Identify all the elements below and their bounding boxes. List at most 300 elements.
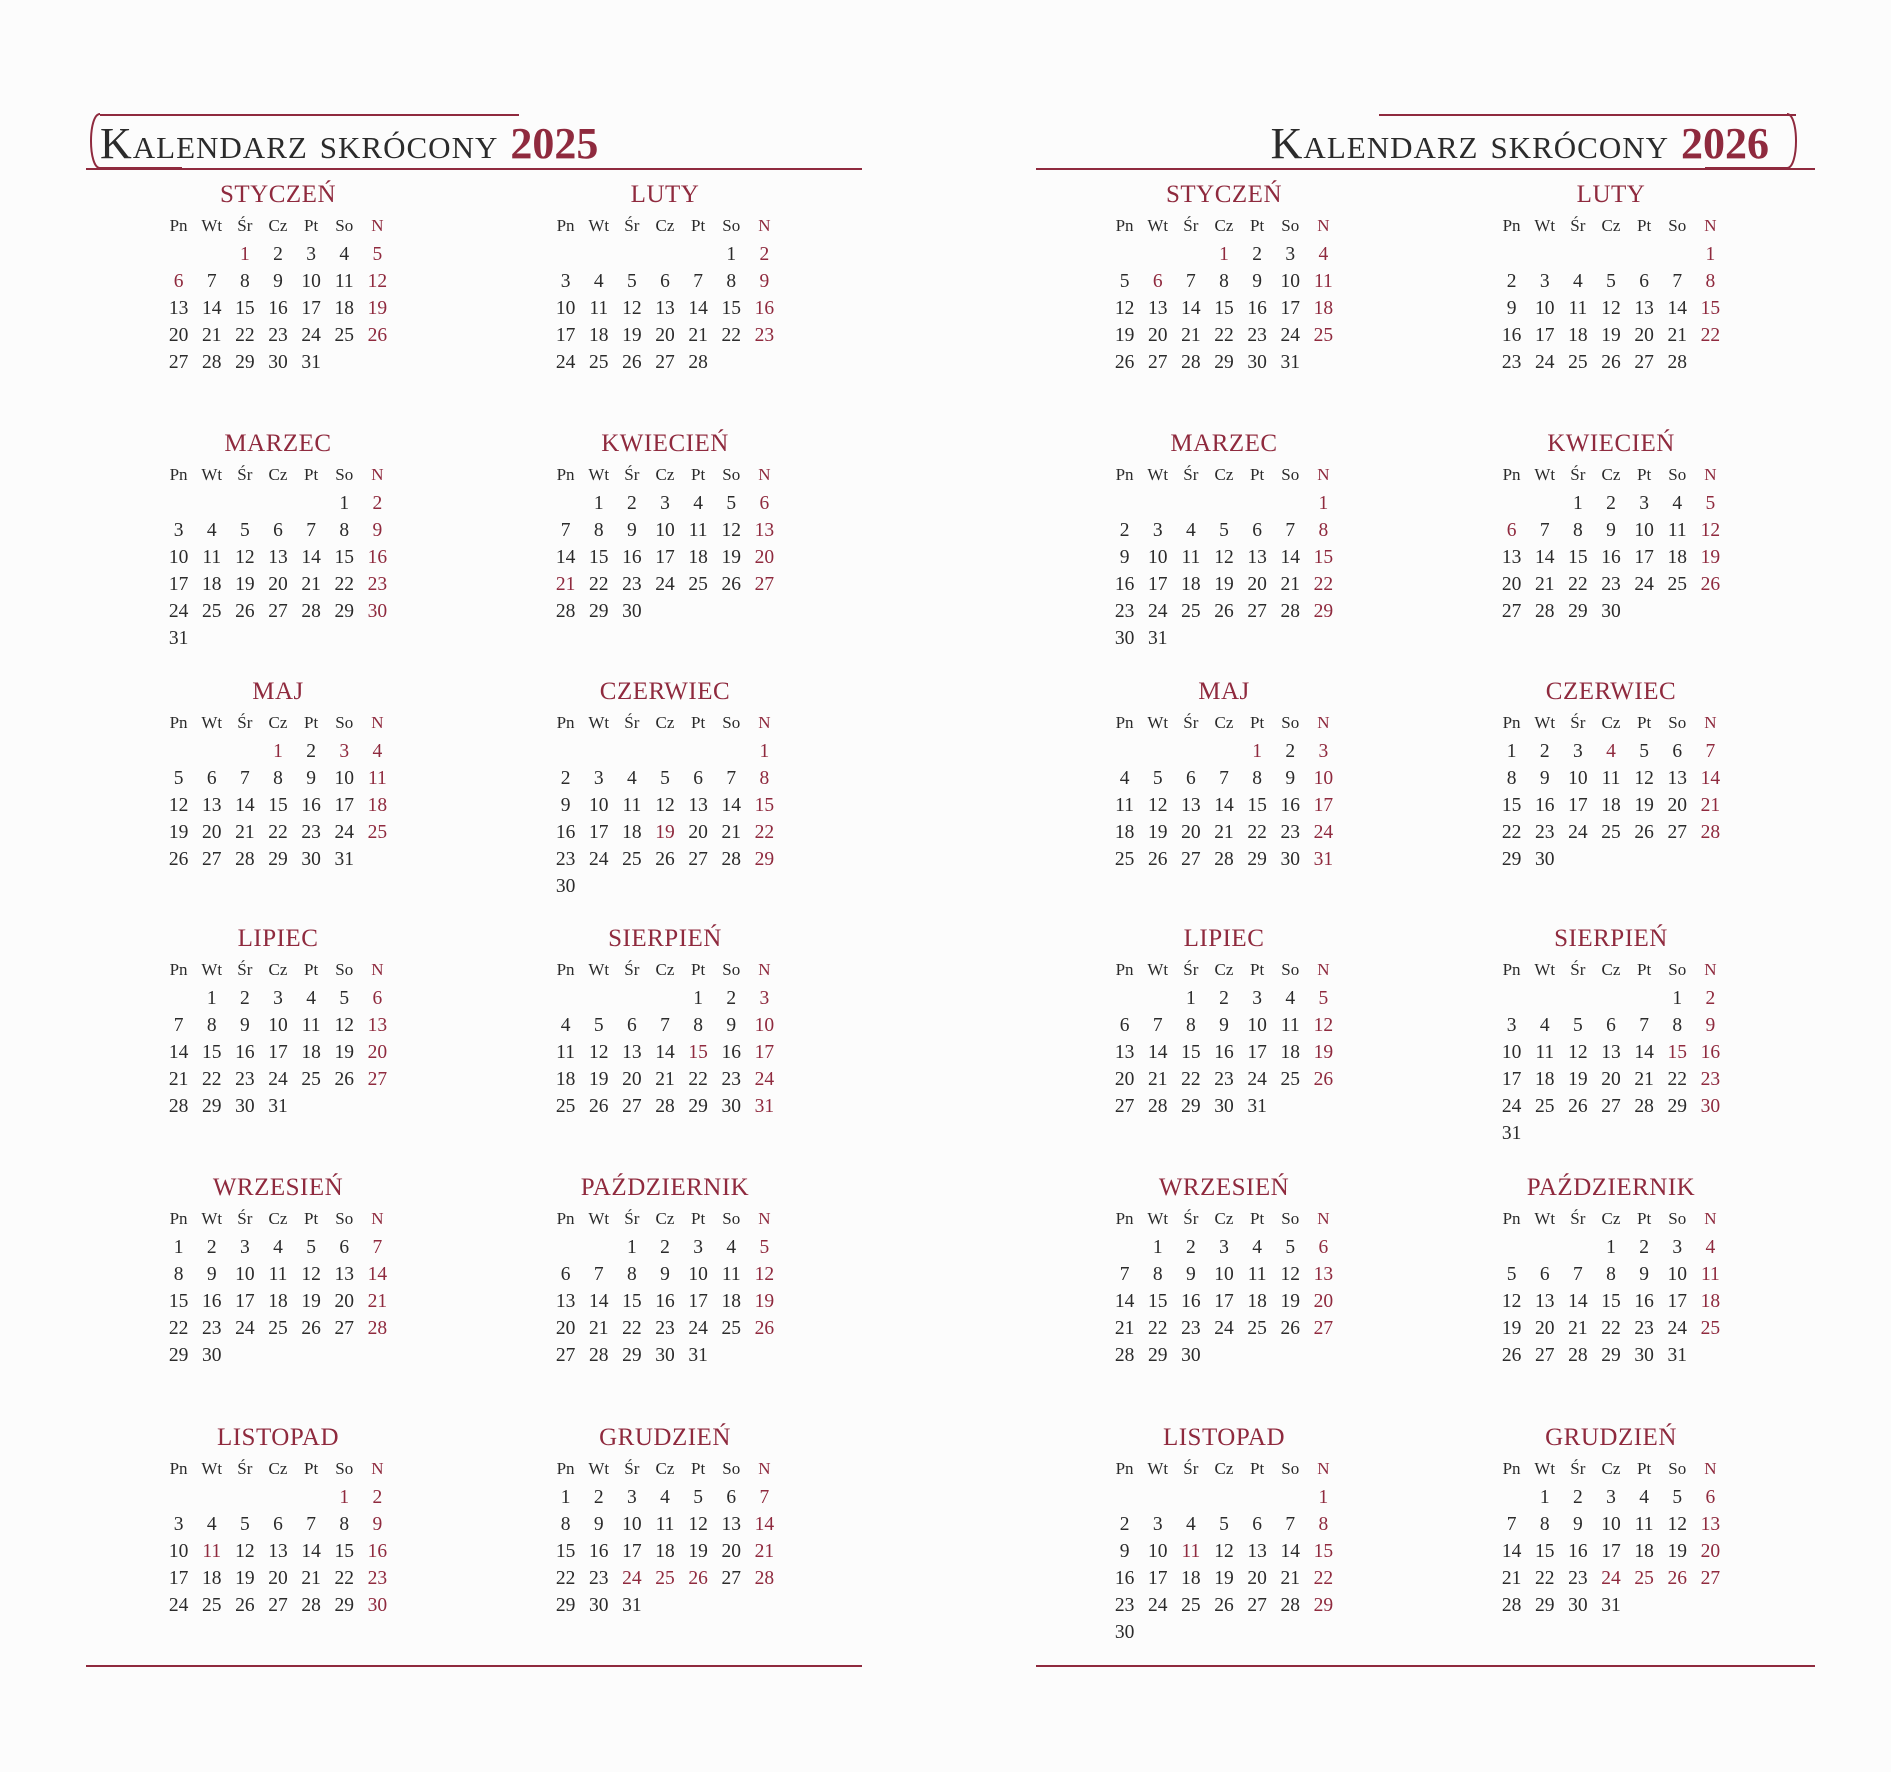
day-cell: 19 — [1147, 822, 1168, 843]
day-cell: 14 — [1667, 298, 1688, 319]
weekday-label: Wt — [201, 1459, 223, 1478]
day-cell: 15 — [1568, 547, 1588, 568]
day-cell: 2 — [759, 244, 770, 265]
day-cell: 16 — [754, 298, 775, 319]
week-row — [162, 846, 394, 873]
weekday-label: Pt — [691, 465, 706, 484]
day-cell: 16 — [1634, 1291, 1654, 1312]
day-cell: 20 — [555, 1318, 576, 1339]
empty-cell — [682, 1592, 715, 1619]
week-row — [162, 985, 394, 1012]
empty-cell — [1661, 598, 1694, 625]
day-cell: 24 — [655, 574, 675, 595]
day-cell: 13 — [655, 298, 675, 319]
week-row — [1495, 349, 1727, 376]
day-cell: 23 — [1214, 1069, 1234, 1090]
day-cell: 11 — [301, 1015, 321, 1036]
empty-cell — [1174, 490, 1207, 517]
weekday-label: Cz — [655, 216, 675, 235]
day-cell: 27 — [168, 352, 189, 373]
week-row — [549, 765, 781, 792]
day-cell: 24 — [1601, 1568, 1621, 1589]
day-cell: 30 — [1181, 1345, 1201, 1366]
day-cell: 4 — [372, 741, 383, 762]
weekday-label: Pn — [1115, 465, 1134, 484]
day-cell: 3 — [1672, 1237, 1683, 1258]
weekday-label: Pn — [1502, 1209, 1521, 1228]
day-cell: 2 — [1119, 1514, 1130, 1535]
day-cell: 11 — [1634, 1514, 1654, 1535]
empty-cell — [1207, 1619, 1240, 1646]
empty-cell — [1241, 1342, 1274, 1369]
week-row — [549, 1012, 781, 1039]
day-cell: 21 — [721, 822, 742, 843]
weekday-header-row — [1108, 708, 1340, 738]
day-cell: 5 — [1318, 988, 1329, 1009]
month-name: LIPIEC — [237, 925, 319, 952]
day-cell: 8 — [1606, 1264, 1616, 1285]
weekday-label: Cz — [655, 960, 675, 979]
month-name: WRZESIEŃ — [212, 1174, 344, 1201]
day-cell: 17 — [268, 1042, 288, 1063]
day-cell: 28 — [1634, 1096, 1654, 1117]
weekday-label: Cz — [1214, 216, 1234, 235]
day-cell: 23 — [367, 1568, 388, 1589]
day-cell: 24 — [588, 849, 609, 870]
week-row — [162, 819, 394, 846]
month-table — [549, 1204, 781, 1369]
day-cell: 6 — [660, 271, 670, 292]
weekday-label: Wt — [588, 960, 610, 979]
day-cell: 15 — [555, 1541, 576, 1562]
day-cell: 3 — [173, 1514, 184, 1535]
day-cell: 30 — [1568, 1595, 1588, 1616]
day-cell: 14 — [168, 1042, 189, 1063]
month-table — [1495, 708, 1727, 873]
day-cell: 9 — [1285, 768, 1296, 789]
week-row — [1108, 322, 1340, 349]
day-cell: 13 — [1181, 795, 1201, 816]
day-cell: 5 — [1219, 520, 1229, 541]
day-cell: 15 — [1501, 795, 1522, 816]
weekday-label: Pn — [1502, 1459, 1521, 1478]
day-cell: 28 — [721, 849, 742, 870]
day-cell: 9 — [372, 1514, 383, 1535]
month-block — [549, 1424, 781, 1619]
title-underline-rule — [86, 168, 862, 170]
day-cell: 16 — [1534, 795, 1555, 816]
weekday-label: Cz — [655, 713, 675, 732]
empty-cell — [1274, 625, 1307, 652]
day-cell: 24 — [235, 1318, 255, 1339]
empty-cell — [295, 490, 328, 517]
day-cell: 10 — [168, 1541, 189, 1562]
week-row — [1495, 544, 1727, 571]
day-cell: 19 — [235, 1568, 255, 1589]
weekday-label: Pt — [304, 1209, 319, 1228]
month-table — [162, 460, 394, 652]
day-cell: 4 — [1606, 741, 1616, 762]
day-cell: 6 — [1252, 520, 1262, 541]
day-cell: 25 — [1534, 1096, 1555, 1117]
day-cell: 19 — [367, 298, 388, 319]
empty-cell — [1528, 241, 1561, 268]
week-row — [1495, 738, 1727, 765]
day-cell: 9 — [560, 795, 571, 816]
weekday-label: Śr — [237, 216, 253, 235]
day-cell: 3 — [1318, 741, 1329, 762]
day-cell: 8 — [1252, 768, 1262, 789]
week-row — [1108, 792, 1340, 819]
weekday-label: Cz — [268, 713, 288, 732]
day-cell: 3 — [1539, 271, 1550, 292]
weekday-label: N — [1704, 960, 1717, 979]
day-cell: 20 — [688, 822, 708, 843]
empty-cell — [328, 625, 361, 652]
day-cell: 2 — [560, 768, 571, 789]
weekday-label: N — [1704, 1209, 1717, 1228]
weekday-label: So — [1281, 713, 1300, 732]
day-cell: 6 — [372, 988, 383, 1009]
empty-cell — [615, 873, 648, 900]
weekday-header-row — [162, 955, 394, 985]
empty-cell — [361, 625, 394, 652]
empty-cell — [162, 490, 195, 517]
day-cell: 2 — [1219, 988, 1229, 1009]
day-cell: 23 — [655, 1318, 675, 1339]
month-table — [1108, 211, 1340, 376]
day-cell: 9 — [1639, 1264, 1649, 1285]
day-cell: 29 — [1568, 601, 1588, 622]
day-cell: 11 — [556, 1042, 575, 1063]
weekday-label: Cz — [1601, 960, 1621, 979]
weekday-label: Pn — [1502, 713, 1521, 732]
weekday-label: So — [335, 216, 354, 235]
day-cell: 31 — [1147, 628, 1168, 649]
weekday-label: Pt — [304, 465, 319, 484]
weekday-label: Pn — [556, 465, 575, 484]
empty-cell — [295, 625, 328, 652]
day-cell: 14 — [721, 795, 742, 816]
weekday-label: Pn — [1502, 465, 1521, 484]
weekday-header-row — [162, 211, 394, 241]
day-cell: 30 — [1114, 1622, 1135, 1643]
week-row — [1108, 765, 1340, 792]
day-cell: 15 — [1313, 547, 1334, 568]
weekday-label: Pt — [691, 713, 706, 732]
day-cell: 11 — [268, 1264, 288, 1285]
day-cell: 23 — [754, 325, 775, 346]
month-name: PAŹDZIERNIK — [1526, 1174, 1696, 1201]
month-block — [162, 1174, 394, 1369]
month-name: SIERPIEŃ — [608, 925, 722, 952]
day-cell: 17 — [1147, 1568, 1168, 1589]
day-cell: 8 — [1318, 1514, 1329, 1535]
day-cell: 2 — [1572, 1487, 1583, 1508]
week-row — [1495, 1315, 1727, 1342]
day-cell: 8 — [1539, 1514, 1550, 1535]
day-cell: 25 — [721, 1318, 742, 1339]
day-cell: 30 — [367, 601, 388, 622]
day-cell: 2 — [372, 493, 383, 514]
day-cell: 3 — [1152, 520, 1163, 541]
day-cell: 28 — [301, 1595, 321, 1616]
day-cell: 5 — [239, 1514, 250, 1535]
empty-cell — [361, 1342, 394, 1369]
day-cell: 20 — [754, 547, 775, 568]
weekday-label: Śr — [1183, 216, 1199, 235]
day-cell: 1 — [1152, 1237, 1163, 1258]
day-cell: 14 — [1181, 298, 1201, 319]
day-cell: 26 — [1634, 822, 1654, 843]
day-cell: 5 — [173, 768, 184, 789]
day-cell: 16 — [1114, 1568, 1135, 1589]
day-cell: 29 — [555, 1595, 576, 1616]
day-cell: 22 — [555, 1568, 576, 1589]
week-row — [1108, 1012, 1340, 1039]
day-cell: 7 — [1285, 520, 1296, 541]
day-cell: 8 — [1318, 520, 1329, 541]
empty-cell — [162, 1484, 195, 1511]
day-cell: 18 — [655, 1541, 675, 1562]
bottom-rule — [1036, 1665, 1815, 1667]
week-row — [162, 1012, 394, 1039]
empty-cell — [228, 1484, 261, 1511]
day-cell: 16 — [1214, 1042, 1234, 1063]
day-cell: 28 — [1280, 1595, 1301, 1616]
month-block — [549, 181, 781, 376]
empty-cell — [1594, 241, 1627, 268]
empty-cell — [1495, 1484, 1528, 1511]
day-cell: 7 — [206, 271, 217, 292]
empty-cell — [1141, 241, 1174, 268]
day-cell: 31 — [268, 1096, 288, 1117]
day-cell: 9 — [1506, 298, 1517, 319]
day-cell: 18 — [1114, 822, 1135, 843]
month-block — [549, 1174, 781, 1369]
day-cell: 4 — [206, 1514, 217, 1535]
day-cell: 4 — [1185, 1514, 1196, 1535]
day-cell: 11 — [1535, 1042, 1555, 1063]
weekday-header-row — [549, 1204, 781, 1234]
empty-cell — [1561, 985, 1594, 1012]
day-cell: 15 — [1700, 298, 1721, 319]
week-row — [162, 792, 394, 819]
empty-cell — [1307, 1619, 1340, 1646]
day-cell: 5 — [693, 1487, 703, 1508]
week-row — [162, 1565, 394, 1592]
day-cell: 17 — [168, 574, 189, 595]
day-cell: 16 — [268, 298, 288, 319]
empty-cell — [648, 241, 681, 268]
day-cell: 18 — [1667, 547, 1688, 568]
weekday-label: Pn — [1502, 216, 1521, 235]
day-cell: 3 — [1506, 1015, 1517, 1036]
week-row — [1495, 295, 1727, 322]
day-cell: 12 — [1214, 1541, 1234, 1562]
day-cell: 6 — [173, 271, 184, 292]
empty-cell — [1141, 1619, 1174, 1646]
week-row — [549, 1342, 781, 1369]
day-cell: 16 — [655, 1291, 675, 1312]
weekday-header-row — [549, 460, 781, 490]
day-cell: 24 — [301, 325, 321, 346]
weekday-label: So — [1668, 1209, 1687, 1228]
weekday-label: Wt — [201, 960, 223, 979]
day-cell: 15 — [1667, 1042, 1688, 1063]
day-cell: 27 — [754, 574, 775, 595]
day-cell: 27 — [367, 1069, 388, 1090]
day-cell: 24 — [1534, 352, 1555, 373]
bottom-rule — [86, 1665, 862, 1667]
month-block — [1108, 181, 1340, 376]
day-cell: 14 — [588, 1291, 609, 1312]
empty-cell — [228, 490, 261, 517]
month-block — [549, 678, 781, 900]
day-cell: 28 — [235, 849, 255, 870]
weekday-label: Śr — [237, 1459, 253, 1478]
week-row — [1108, 1066, 1340, 1093]
day-cell: 25 — [588, 352, 609, 373]
day-cell: 15 — [334, 547, 355, 568]
day-cell: 15 — [334, 1541, 355, 1562]
day-cell: 23 — [588, 1568, 609, 1589]
day-cell: 4 — [726, 1237, 737, 1258]
day-cell: 19 — [1568, 1069, 1588, 1090]
day-cell: 8 — [239, 271, 250, 292]
month-table — [1108, 1454, 1340, 1646]
day-cell: 9 — [1119, 1541, 1130, 1562]
weekday-label: Śr — [1183, 1209, 1199, 1228]
day-cell: 13 — [555, 1291, 576, 1312]
weekday-label: N — [371, 465, 384, 484]
empty-cell — [328, 1342, 361, 1369]
day-cell: 14 — [754, 1514, 775, 1535]
day-cell: 13 — [268, 1541, 288, 1562]
day-cell: 8 — [1705, 271, 1716, 292]
weekday-label: Wt — [1534, 1459, 1556, 1478]
day-cell: 18 — [1181, 1568, 1201, 1589]
day-cell: 14 — [1214, 795, 1234, 816]
week-row — [549, 490, 781, 517]
weekday-header-row — [1495, 1454, 1727, 1484]
day-cell: 7 — [372, 1237, 383, 1258]
day-cell: 9 — [206, 1264, 217, 1285]
day-cell: 22 — [1534, 1568, 1555, 1589]
month-block — [1108, 925, 1340, 1120]
day-cell: 25 — [367, 822, 388, 843]
empty-cell — [1307, 1342, 1340, 1369]
day-cell: 20 — [1147, 325, 1168, 346]
empty-cell — [195, 1484, 228, 1511]
day-cell: 13 — [1601, 1042, 1621, 1063]
empty-cell — [261, 1342, 294, 1369]
empty-cell — [1661, 1120, 1694, 1147]
day-cell: 15 — [721, 298, 742, 319]
empty-cell — [162, 738, 195, 765]
day-cell: 25 — [1601, 822, 1621, 843]
day-cell: 10 — [1147, 547, 1168, 568]
day-cell: 3 — [1606, 1487, 1616, 1508]
week-row — [1108, 846, 1340, 873]
day-cell: 18 — [1247, 1291, 1267, 1312]
week-row — [162, 1039, 394, 1066]
day-cell: 1 — [1506, 741, 1517, 762]
day-cell: 21 — [367, 1291, 388, 1312]
day-cell: 30 — [1114, 628, 1135, 649]
day-cell: 15 — [688, 1042, 708, 1063]
day-cell: 5 — [1285, 1237, 1296, 1258]
day-cell: 18 — [721, 1291, 742, 1312]
day-cell: 29 — [754, 849, 775, 870]
day-cell: 20 — [268, 574, 288, 595]
week-row — [549, 295, 781, 322]
day-cell: 7 — [306, 1514, 316, 1535]
day-cell: 27 — [1313, 1318, 1334, 1339]
week-row — [1495, 490, 1727, 517]
day-cell: 26 — [588, 1096, 609, 1117]
day-cell: 16 — [1501, 325, 1522, 346]
month-name: KWIECIEŃ — [601, 430, 729, 457]
empty-cell — [1207, 625, 1240, 652]
week-row — [549, 1315, 781, 1342]
day-cell: 25 — [1181, 601, 1201, 622]
empty-cell — [1108, 985, 1141, 1012]
day-cell: 4 — [273, 1237, 283, 1258]
day-cell: 22 — [622, 1318, 642, 1339]
day-cell: 2 — [1539, 741, 1550, 762]
empty-cell — [195, 738, 228, 765]
day-cell: 10 — [235, 1264, 255, 1285]
day-cell: 26 — [235, 601, 255, 622]
month-name: MARZEC — [1170, 430, 1278, 457]
day-cell: 6 — [206, 768, 217, 789]
weekday-label: So — [1281, 216, 1300, 235]
weekday-label: Wt — [1147, 216, 1169, 235]
day-cell: 24 — [1214, 1318, 1234, 1339]
weekday-label: Śr — [1183, 960, 1199, 979]
title-text: Kalendarz skrócony — [1270, 119, 1669, 168]
weekday-label: So — [335, 1209, 354, 1228]
day-cell: 17 — [334, 795, 355, 816]
day-cell: 16 — [1700, 1042, 1721, 1063]
day-cell: 22 — [1568, 574, 1588, 595]
empty-cell — [648, 1592, 681, 1619]
empty-cell — [1561, 846, 1594, 873]
day-cell: 10 — [655, 520, 675, 541]
day-cell: 23 — [555, 849, 576, 870]
day-cell: 28 — [1568, 1345, 1588, 1366]
day-cell: 11 — [202, 1541, 222, 1562]
day-cell: 23 — [301, 822, 321, 843]
month-table — [1495, 1204, 1727, 1369]
week-row — [1495, 985, 1727, 1012]
empty-cell — [582, 1234, 615, 1261]
weekday-label: Śr — [1570, 960, 1586, 979]
weekday-label: N — [1704, 1459, 1717, 1478]
month-name: LISTOPAD — [1162, 1424, 1286, 1451]
day-cell: 5 — [372, 244, 383, 265]
day-cell: 30 — [235, 1096, 255, 1117]
day-cell: 26 — [1214, 601, 1234, 622]
week-row — [1108, 1484, 1340, 1511]
day-cell: 7 — [560, 520, 571, 541]
week-row — [1108, 1039, 1340, 1066]
weekday-label: Cz — [1601, 713, 1621, 732]
weekday-label: Pt — [1250, 216, 1265, 235]
day-cell: 20 — [1181, 822, 1201, 843]
month-block — [1495, 678, 1727, 873]
